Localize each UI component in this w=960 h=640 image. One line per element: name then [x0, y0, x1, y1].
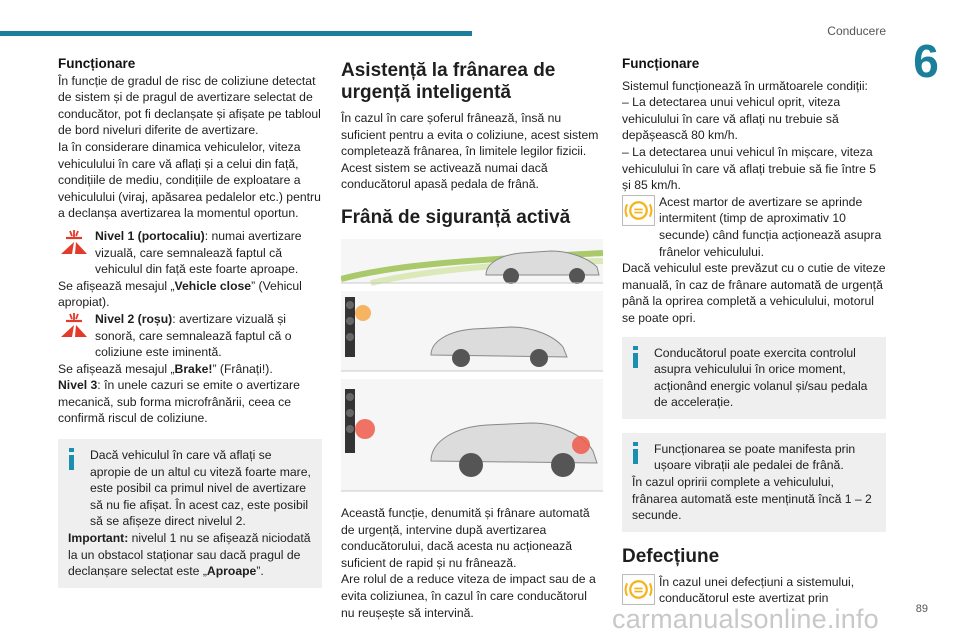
column-2: [341, 60, 603, 621]
fault-text: În cazul unei defecțiuni a sistemului, conducătorul este avertizat prin: [659, 574, 855, 606]
level-1-title: Nivel 1 (portocaliu): [95, 228, 205, 243]
aeb-warning-lamp-icon: [622, 195, 655, 226]
info-icon: [632, 442, 639, 464]
paragraph-intro-2: Ia în considerare dinamica vehiculelor, viteza vehiculului în care vă aflați și a celui din față, condițiile de mediu, condițiile de exploatare a vehiculului (viraj, apăsarea pedalelor etc.) pentru a declanșa avertizarea la momentul oportun.: [58, 139, 321, 221]
warning-lamp-text: Acest martor de avertizare se aprinde intermitent (timp de aproximativ 10 secunde) când funcția acționează asupra frânelor vehiculului.: [659, 194, 882, 259]
note-vibration-text: Funcționarea se poate manifesta prin ușoare vibrații ale pedalei de frână.: [654, 441, 856, 473]
heading-functionare-2: Funcționare: [622, 56, 700, 71]
column-3: [622, 56, 886, 607]
heading-defectiune: Defecțiune: [622, 545, 720, 567]
condition-moving: – La detectarea unui vehicul în mișcare, viteza vehiculului în care vă aflați trebuie să fie între 5 și 85 km/h.: [622, 144, 877, 193]
level-3-text: Nivel 3: în unele cazuri se emite o avertizare mecanică, sub forma microfrânării, ceea ce confirmă riscul de coliziune.: [58, 378, 300, 426]
heading-functionare: Funcționare: [58, 56, 136, 71]
condition-stationary: – La detectarea unui vehicul oprit, viteza vehiculului în care vă aflați nu trebuie să depășească 80 km/h.: [622, 95, 841, 143]
illustration-panel-1: [341, 239, 603, 284]
watermark: carmanualsonline.info: [612, 604, 879, 634]
active-safety-brake-illustration: [341, 239, 603, 493]
page-number: 89: [915, 603, 928, 615]
warning-lamp-block: [622, 194, 886, 260]
level-2-text: : avertizare vizuală și sonoră, care semnalează faptul că o coliziune este iminentă.: [95, 311, 292, 360]
fault-block: [622, 574, 886, 607]
paragraph-conditions: Sistemul funcționează în următoarele condiții:: [622, 78, 868, 93]
note-important: Important: nivelul 1 nu se afișează niciodată la un obstacol staționar sau dacă pragul de declanșare selectat este „Aproape”.: [68, 531, 311, 579]
collision-alert-icon: [58, 311, 90, 341]
info-icon: [632, 346, 639, 368]
collision-warning-icon: [58, 228, 90, 258]
paragraph-manual-gearbox: Dacă vehiculul este prevăzut cu o cutie de viteze manuală, în caz de frânare automată de urgență până la oprirea completă a vehiculului, motorul se poate opri.: [622, 261, 886, 325]
paragraph-aeb: Această funcție, denumită și frânare automată de urgență, intervine după avertizarea conducătorului, dacă acesta nu acționează suficient de rapid și nu frânează.: [341, 505, 590, 570]
illustration-panel-3: [341, 379, 603, 491]
level-1-message: Se afișează mesajul „Vehicle close” (Vehicul apropiat).: [58, 278, 302, 310]
heading-active-safety-brake: Frână de siguranță activă: [341, 206, 571, 228]
level-2-message: Se afișează mesajul „Brake!” (Frânați!).: [58, 361, 273, 376]
level-1-block: [58, 228, 322, 278]
level-2-title: Nivel 2 (roșu): [95, 311, 173, 326]
info-icon: [68, 448, 75, 470]
paragraph-intro: În funcție de gradul de risc de coliziune detectat de sistem și de pragul de avertizare selectat de conducător, pot fi declanșate și afișate pe tabloul de bord niveluri diferite de avertizare.: [58, 73, 321, 138]
illustration-panel-2: [341, 291, 603, 371]
heading-emergency-brake-assist: Asistență la frânarea de urgență inteligentă: [341, 60, 556, 103]
info-note-vibration: [622, 433, 886, 532]
level-2-block: [58, 311, 322, 361]
note-text: Dacă vehiculul în care vă aflați se apropie de un altul cu viteză foarte mare, este posibil ca primul nivel de avertizare să nu fie afișat. În acest caz, este posibil să se afișeze direct nivelul 2.: [90, 448, 311, 529]
paragraph-aeb-role: Are rolul de a reduce viteza de impact sau de a evita coliziunea, în cazul în care conducătorul nu reușește să intervină.: [341, 572, 596, 620]
column-1: [58, 56, 322, 588]
info-note-control: [622, 337, 886, 419]
info-note: [58, 439, 322, 588]
note-control-text: Conducătorul poate exercita controlul asupra vehiculului în orice moment, acționând energic volanul și/sau pedala de accelerație.: [654, 345, 868, 410]
aeb-fault-lamp-icon: [622, 574, 655, 605]
section-title: Conducere: [827, 24, 886, 38]
level-1-text: : numai avertizare vizuală, care semnalează faptul că vehiculul din față este foarte aproape.: [95, 228, 302, 277]
note-hold-text: În cazul opririi complete a vehiculului, frânarea automată este menținută încă 1 – 2 secunde.: [632, 475, 872, 523]
chapter-number: 6: [913, 35, 939, 87]
top-accent-bar: [0, 31, 472, 36]
paragraph-brake-assist: În cazul în care șoferul frânează, însă nu suficient pentru a evita o coliziune, acest sistem completează frânarea, în limitele legilor fizicii. Acest sistem se activează numai dacă conducătorul apasă pedala de frână.: [341, 111, 599, 192]
